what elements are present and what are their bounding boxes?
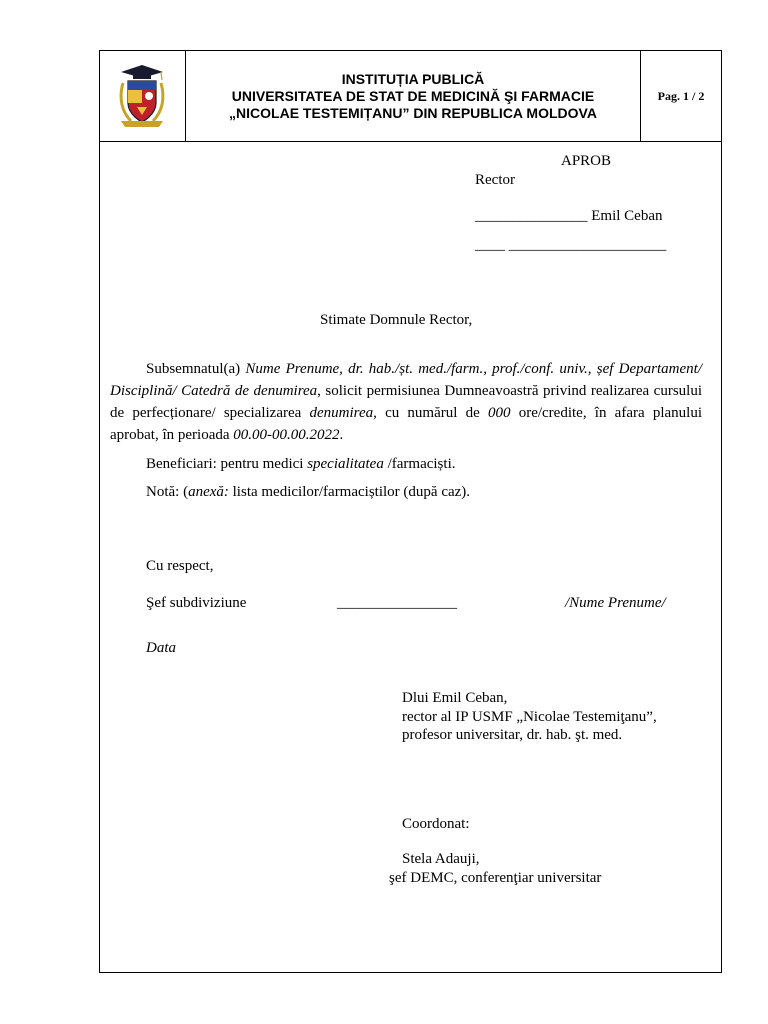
coordinated-name: Stela Adauji,	[402, 851, 480, 867]
approval-signature-line: _______________ Emil Ceban	[475, 208, 663, 224]
addressee-line-3: profesor universitar, dr. hab. şt. med.	[402, 727, 623, 743]
document-frame	[99, 50, 722, 973]
institution-line-1: INSTITUȚIA PUBLICĂ	[341, 70, 485, 87]
p2-text-1: Beneficiari: pentru medici	[146, 456, 308, 472]
p1-period-placeholder: 00.00-00.00.2022	[233, 427, 340, 443]
coordinated-role: şef DEMC, conferenţiar universitar	[389, 870, 602, 886]
p3-text-2: lista medicilor/farmaciștilor (după caz).	[228, 484, 471, 500]
p1-text-2: , solicit permisiunea Dumneavoastră privind realizarea cursului de perfecționare/ specializarea	[110, 383, 703, 421]
logo-cell	[100, 51, 186, 141]
p1-text-3: cu numărul de	[376, 405, 488, 421]
beneficiaries-paragraph	[110, 453, 702, 475]
addressee-line-2: rector al IP USMF „Nicolae Testemiţanu”,	[402, 709, 657, 725]
note-paragraph	[110, 481, 702, 503]
p2-text-2: /farmaciști.	[383, 456, 456, 472]
approval-rector: Rector	[475, 172, 515, 188]
addressee-line-1: Dlui Emil Ceban,	[402, 690, 508, 706]
closing-signature-line: ________________	[337, 595, 457, 611]
p1-name-placeholder: Nume Prenume, dr. hab./șt. med./farm., prof./conf. univ., șef Departament/ Disciplină/ Catedră de denumirea	[110, 361, 702, 399]
closing-date: Data	[146, 640, 176, 656]
request-paragraph	[110, 358, 702, 446]
p1-text-1: Subsemnatul(a)	[146, 361, 246, 377]
p3-annex: anexă:	[188, 484, 229, 500]
institution-title	[186, 51, 641, 141]
closing-respect: Cu respect,	[146, 558, 214, 574]
p2-specialty-placeholder: specialitatea	[307, 456, 384, 472]
approval-aprob: APROB	[561, 153, 612, 169]
p1-hours-placeholder: 000	[488, 405, 511, 421]
approval-date-line: ____ _____________________	[475, 237, 667, 253]
page-number: Pag. 1 / 2	[657, 88, 705, 103]
p1-course-placeholder: denumirea,	[309, 405, 377, 421]
coordinated-label: Coordonat:	[402, 816, 470, 832]
institution-line-2: UNIVERSITATEA DE STAT DE MEDICINĂ ŞI FARMACIE	[231, 87, 595, 104]
greeting: Stimate Domnule Rector,	[320, 312, 473, 328]
institution-line-3: „NICOLAE TESTEMIȚANU” DIN REPUBLICA MOLDOVA	[229, 104, 597, 121]
p3-text-1: Notă: (	[146, 484, 189, 500]
document-header	[100, 51, 721, 142]
p1-text-4: ore/credite, în afara planului aprobat, în perioada	[110, 405, 702, 443]
closing-sef-label: Şef subdiviziune	[146, 595, 247, 611]
p1-text-5: .	[339, 427, 344, 443]
university-crest-icon	[117, 63, 167, 129]
closing-name-placeholder: /Nume Prenume/	[565, 595, 666, 611]
